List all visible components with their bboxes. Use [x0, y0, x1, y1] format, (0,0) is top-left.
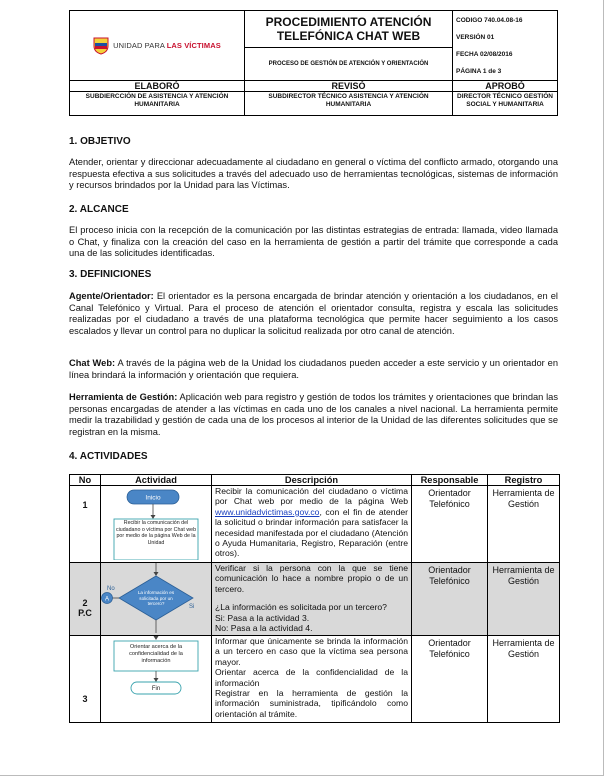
flow-arrowhead — [154, 636, 159, 640]
row-number: 1 — [70, 486, 101, 563]
flow-box-1-label: Recibir la comunicación del ciudadano o víctima por Chat web por medio de la página Web de la Unidad — [115, 520, 197, 546]
flow-si-label: Si — [189, 604, 195, 610]
doc-code: CODIGO 740.04.08-16 — [456, 16, 523, 24]
row-number: 2 P.C — [70, 563, 101, 636]
flow-decision-label: La información es solicitada por un tercero? — [137, 590, 175, 607]
website-link[interactable]: www.unidadvictimas.gov.co — [215, 506, 320, 517]
flow-end-label: Fin — [151, 686, 161, 693]
flowchart-segment-1 — [101, 486, 212, 560]
unidad-victimas-logo — [70, 18, 244, 74]
row-description: Verificar si la persona con la que se tiene comunicación lo hace a nombre propio o de un tercero. ¿La información es solicitada por un tercero? Si: Pasa a la actividad 3. No: Pasa a la actividad 4. — [212, 563, 412, 636]
definition-agente: Agente/Orientador: El orientador es la persona encargada de brindar atención y orientación a los ciudadanos, en el Canal Telefónico y Virtual. Para el proceso de atención el orientador consulta, registra y escala las solicitudes realizadas por el ciudadano a través de una plataforma tecnológica que permite hacer seguimiento a los casos escalados y llevar un control para no duplicar la solicitud realizada por otro canal de atención. — [69, 291, 558, 336]
process-name: PROCESO DE GESTIÓN DE ATENCIÓN Y ORIENTACIÓN — [245, 48, 453, 81]
logo-cell — [70, 11, 245, 81]
section-objetivo-title: 1. OBJETIVO — [69, 136, 131, 147]
section-objetivo-text: Atender, orientar y direccionar adecuadamente al ciudadano en general o víctima del conflicto armado, otorgando una respuesta efectiva a sus solicitudes a través del adecuado uso de herramientas tecnológicas, sistemas de información y recursos brindados por la Unidad para las Víctimas. — [69, 157, 558, 191]
elaboro-value: SUBDIERCCIÓN DE ASISTENCIA Y ATENCIÓN HUMANITARIA — [70, 92, 245, 116]
doc-version: VERSIÓN 01 — [456, 33, 495, 41]
reviso-value: SUBDIRECTOR TÉCNICO ASISTENCIA Y ATENCIÓN HUMANITARIA — [245, 92, 453, 116]
row-registro: Herramienta de Gestión — [488, 563, 560, 636]
section-alcance-title: 2. ALCANCE — [69, 204, 129, 215]
row-responsable: Orientador Telefónico — [412, 486, 488, 563]
flow-box-2-label: Orientar acerca de la confidencialidad de la información — [129, 644, 183, 664]
flow-arrowhead — [151, 515, 156, 519]
flowchart-segment-2 — [101, 563, 212, 633]
flowchart-segment-3 — [101, 636, 212, 720]
flowchart-cell-3 — [101, 636, 212, 723]
flowchart-cell-1 — [101, 486, 212, 563]
row-number: 3 — [70, 636, 101, 723]
reviso-label: REVISÓ — [245, 81, 453, 92]
elaboro-label: ELABORÓ — [70, 81, 245, 92]
col-header-actividad: Actividad — [101, 475, 212, 486]
row-registro: Herramienta de Gestión — [488, 636, 560, 723]
row-description: Recibir la comunicación del ciudadano o víctima por Chat web por medio de la página Web www.unidadvictimas.gov.co, con el fin de atender la solicitud o brindar información para satisfacer la necesidad manifestada por el ciudadano (Atención o Ayuda Humanitaria, Registro, Reparación (entre otros). — [212, 486, 412, 563]
row-description: Informar que únicamente se brinda la información a un tercero en caso que la víctima sea persona mayor. Orientar acerca de la confidencialidad de la información Registrar en la herramienta de gestión la información suministrada, tipificándolo como orientación al trámite. — [212, 636, 412, 723]
logo-text: UNIDAD PARA LAS VÍCTIMAS — [113, 41, 221, 50]
flow-arrowhead — [154, 572, 159, 576]
table-row — [70, 563, 560, 636]
activities-table — [69, 474, 560, 723]
row-responsable: Orientador Telefónico — [412, 563, 488, 636]
doc-page: PÁGINA 1 de 3 — [456, 67, 502, 75]
row-registro: Herramienta de Gestión — [488, 486, 560, 563]
table-row — [70, 486, 560, 563]
flow-start-label: Inicio — [145, 494, 161, 502]
section-actividades-title: 4. ACTIVIDADES — [69, 451, 148, 462]
table-header-row — [70, 475, 560, 486]
definition-herramienta: Herramienta de Gestión: Aplicación web para registro y gestión de todos los trámites y orientaciones que brindan las personas encargadas de atender a las víctimas en cada uno de los canales a nivel nacional. La herramienta permite medir la trazabilidad y gestión de cada una de los procesos al interior de la Unidad de las diferentes solicitudes que se registran en la misma. — [69, 392, 558, 437]
flow-no-label: No — [107, 586, 115, 592]
flow-arrowhead — [154, 678, 159, 682]
col-header-no: No — [70, 475, 101, 486]
document-title: PROCEDIMIENTO ATENCIÓN TELEFÓNICA CHAT WEB — [245, 11, 453, 48]
document-meta — [453, 11, 558, 81]
section-definiciones-title: 3. DEFINICIONES — [69, 269, 152, 280]
flow-connector-label: A — [104, 596, 110, 603]
aprobo-value: DIRECTOR TÉCNICO GESTIÓN SOCIAL Y HUMANITARIA — [453, 92, 558, 116]
aprobo-label: APROBÓ — [453, 81, 558, 92]
document-header — [69, 10, 558, 116]
table-row — [70, 636, 560, 723]
col-header-descripcion: Descripción — [212, 475, 412, 486]
col-header-registro: Registro — [488, 475, 560, 486]
section-alcance-text: El proceso inicia con la recepción de la comunicación por las distintas estrategias de entrada: llamada, video llamada o Chat, y finaliza con la creación del caso en la herramienta de gestión a partir del trámite que corresponde a cada una de las solicitudes identificadas. — [69, 225, 558, 259]
shield-emblem-icon — [93, 37, 109, 55]
doc-date: FECHA 02/08/2016 — [456, 50, 513, 58]
definition-chat-web: Chat Web: A través de la página web de la Unidad los ciudadanos pueden acceder a este servicio y un orientador en línea brindará la información y orientación que requiera. — [69, 358, 558, 380]
col-header-responsable: Responsable — [412, 475, 488, 486]
row-responsable: Orientador Telefónico — [412, 636, 488, 723]
flowchart-cell-2 — [101, 563, 212, 636]
